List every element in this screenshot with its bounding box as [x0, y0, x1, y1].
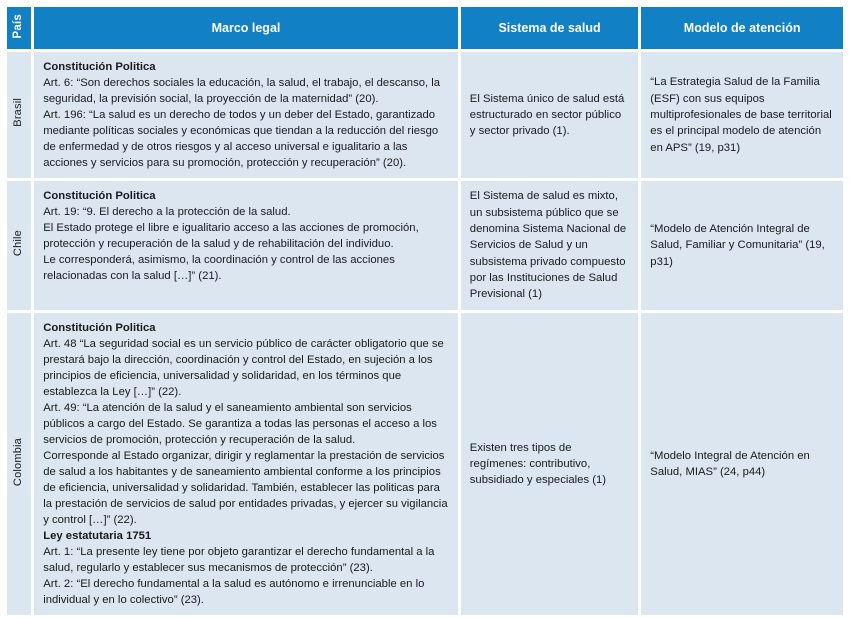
law-line: Art. 1: “La presente ley tiene por objeto garantizar el derecho fundamental a la salud, regularlo y establecer sus mecanismos de protección” (23).	[43, 546, 435, 575]
law-title: Constitución Politica	[43, 61, 156, 73]
law-title-secondary: Ley estatutaria 1751	[43, 530, 152, 543]
law-line: Le corresponderá, asimismo, la coordinación y control de las acciones relacionadas con la salud […]” (21).	[43, 254, 395, 283]
law-line: El Estado protege el libre e igualitario acceso a las acciones de promoción, protección y recuperación de la salud y de rehabilitación del individuo.	[43, 222, 419, 251]
row-sistema-de-salud-cell	[461, 181, 639, 310]
table-body	[7, 52, 843, 615]
row-country-cell	[7, 313, 31, 616]
row-marco-legal-cell	[34, 52, 458, 178]
table-row	[7, 313, 843, 616]
modelo-text: “Modelo Integral de Atención en Salud, MIAS” (24, p44)	[650, 449, 810, 479]
table-header	[7, 7, 843, 49]
row-marco-legal-cell	[34, 181, 458, 310]
table-row	[7, 52, 843, 178]
column-header-pais-label: País	[12, 13, 25, 39]
law-line: Art. 19: “9. El derecho a la protección de la salud.	[43, 206, 291, 219]
row-country-label: Brasil	[12, 98, 25, 127]
row-modelo-de-atencion-cell	[641, 313, 843, 616]
modelo-text: “Modelo de Atención Integral de Salud, Familiar y Comunitaria” (19, p31)	[650, 222, 825, 268]
sistema-text: Existen tres tipos de regímenes: contributivo, subsidiado y especiales (1)	[469, 441, 607, 487]
row-country-cell	[7, 52, 31, 178]
sistema-text: El Sistema de salud es mixto, un subsistema público que se denomina Sistema Nacional de Servicios de Salud y un subsistema privado compuesto por las Instituciones de Salud Previsional (1)	[469, 190, 627, 301]
row-modelo-de-atencion-cell	[641, 52, 843, 178]
column-header-modelo-de-atencion: Modelo de atención	[641, 7, 843, 49]
column-header-pais	[7, 7, 31, 49]
law-line: Art. 49: “La atención de la salud y el saneamiento ambiental son servicios públicos a cargo del Estado. Se garantiza a todas las personas el acceso a los servicios de promoción, protección y recuperación de la salud.	[43, 402, 437, 447]
sistema-text: El Sistema único de salud está estructurado en sector público y sector privado (1).	[469, 92, 625, 138]
law-line: Art. 196: “La salud es un derecho de todos y un deber del Estado, garantizado mediante políticas sociales y económicas que tiendan a la reducción del riesgo de enfermedad y de otros riesgos y al acceso universal e igualitario a las acciones y servicios para su promoción, protección y recuperación” (20).	[43, 109, 439, 170]
row-country-cell	[7, 181, 31, 310]
column-header-marco-legal: Marco legal	[34, 7, 458, 49]
row-sistema-de-salud-cell	[461, 52, 639, 178]
law-line: Art. 6: “Son derechos sociales la educación, la salud, el trabajo, el descanso, la seguridad, la previsión social, la proyección de la maternidad” (20).	[43, 77, 441, 106]
row-country-label: Chile	[12, 229, 25, 257]
law-line: Corresponde al Estado organizar, dirigir y reglamentar la prestación de servicios de salud a los habitantes y de saneamiento ambiental conforme a los principios de eficiencia, universalidad y solidaridad. También, establecer las politicas para la prestación de servicios de salud por entidades privadas, y ejercer su vigilancia y control […]” (22).	[43, 450, 448, 527]
table-row	[7, 181, 843, 310]
row-sistema-de-salud-cell	[461, 313, 639, 616]
law-title: Constitución Politica	[43, 190, 156, 203]
row-marco-legal-cell	[34, 313, 458, 616]
law-line: Art. 48 “La seguridad social es un servicio público de carácter obligatorio que se prestará bajo la dirección, coordinación y control del Estado, en sujeción a los principios de eficiencia, universalidad y solidaridad, en los términos que establezca la Ley […]” (22).	[43, 337, 444, 398]
header-row	[7, 7, 843, 49]
row-modelo-de-atencion-cell	[641, 181, 843, 310]
modelo-text: “La Estrategia Salud de la Familia (ESF) con sus equipos multiprofesionales de base territorial es el principal modelo de atención en APS” (19, p31)	[650, 76, 832, 154]
row-country-label: Colombia	[12, 437, 25, 486]
column-header-sistema-de-salud: Sistema de salud	[461, 7, 639, 49]
law-title: Constitución Politica	[43, 321, 156, 334]
law-line: Art. 2: “El derecho fundamental a la salud es autónomo e irrenunciable en lo individual y en lo colectivo” (23).	[43, 578, 425, 607]
